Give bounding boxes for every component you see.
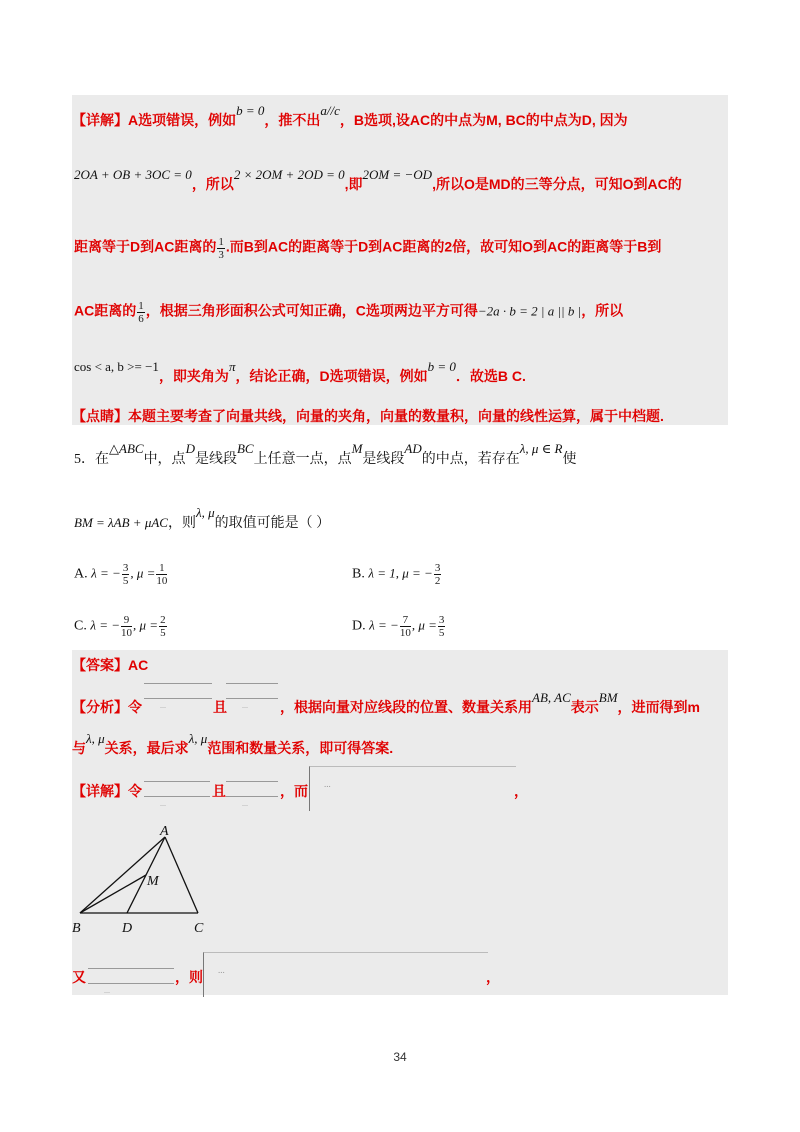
analysis-line-2: 与λ, μ关系，最后求λ, μ范围和数量关系，即可得答案. bbox=[72, 731, 394, 756]
label-m: M bbox=[147, 874, 159, 889]
detail-line-1: 【详解】A选项错误，例如b = 0，推不出a//c，B选项,设AC的中点为M, BC的中点为D, 因为 bbox=[72, 103, 628, 128]
label-d: D bbox=[122, 921, 133, 936]
triangle-figure bbox=[70, 820, 220, 940]
analysis-line-1-rest: ，根据向量对应线段的位置、数量关系用AB, AC表示BM，进而得到m bbox=[280, 690, 700, 715]
also-label: 又 bbox=[72, 969, 86, 985]
fraction-one-third: $\frac{1}{3}$ bbox=[218, 236, 224, 261]
detail-line-3: 距离等于D到AC距离的 $\frac{1}{3}$ .而B到AC的距离等于D到AC距离的2倍，故可知O到AC的距离等于B到 bbox=[74, 236, 662, 261]
option-a[interactable]: A. λ = − $\frac{3}{5}$ , μ = $\frac{1}{10}$ bbox=[74, 562, 168, 587]
option-d[interactable]: D. λ = − $\frac{7}{10}$ , μ = $\frac{3}{5}$ bbox=[352, 614, 445, 639]
detail-line-5: cos < a, b >= −1，即夹角为π，结论正确，D选项错误，例如b = 0．故选B C. bbox=[74, 359, 526, 384]
question-5-stem: 5．在△ABC中，点D是线段BC上任意一点，点M是线段AD的中点，若存在λ, μ ∈ R使 bbox=[74, 441, 577, 467]
also-comma: ， bbox=[486, 969, 500, 985]
formula-placeholder-3: ... bbox=[144, 781, 210, 797]
detail2-but: ，而 bbox=[280, 783, 308, 799]
formula-placeholder-7: ... bbox=[203, 952, 488, 997]
detail2-label: 【详解】令 bbox=[72, 783, 142, 799]
also-then: ，则 bbox=[175, 969, 203, 985]
page-number: 34 bbox=[393, 1050, 407, 1064]
option-b[interactable]: B. λ = 1, μ = − $\frac{3}{2}$ bbox=[352, 562, 441, 587]
detail2-comma: ， bbox=[514, 783, 528, 799]
formula-placeholder-6: ... bbox=[88, 968, 174, 984]
analysis-line-1: 【分析】令 bbox=[72, 699, 142, 715]
detail2-and: 且 bbox=[212, 783, 226, 799]
formula-placeholder-4: ... bbox=[226, 781, 278, 797]
formula-placeholder-2: ... bbox=[226, 683, 278, 699]
option-c[interactable]: C. λ = − $\frac{9}{10}$ , μ = $\frac{2}{5}$ bbox=[74, 614, 166, 639]
label-a: A bbox=[160, 824, 169, 839]
label-b: B bbox=[72, 921, 81, 936]
analysis-and: 且 bbox=[213, 699, 227, 715]
detail-line-2: 2OA + OB + 3OC = 0，所以2 × 2OM + 2OD = 0,即2OM = −OD,所以O是MD的三等分点，可知O到AC的 bbox=[74, 167, 682, 192]
formula-placeholder-5: ... bbox=[309, 766, 516, 811]
formula-placeholder-1: ... bbox=[144, 683, 212, 699]
detail-line-4: AC距离的 $\frac{1}{6}$ ，根据三角形面积公式可知正确，C选项两边平方可得−2a · b = 2 | a || b |，所以 bbox=[74, 300, 624, 325]
fraction-one-sixth: $\frac{1}{6}$ bbox=[138, 300, 144, 325]
key-point-note: 【点睛】本题主要考查了向量共线，向量的夹角，向量的数量积，向量的线性运算，属于中档题. bbox=[72, 408, 664, 424]
answer-line: 【答案】AC bbox=[72, 657, 149, 673]
label-c: C bbox=[194, 921, 204, 936]
question-5-condition: BM = λAB + μAC，则λ, μ的取值可能是（ ） bbox=[74, 505, 331, 531]
